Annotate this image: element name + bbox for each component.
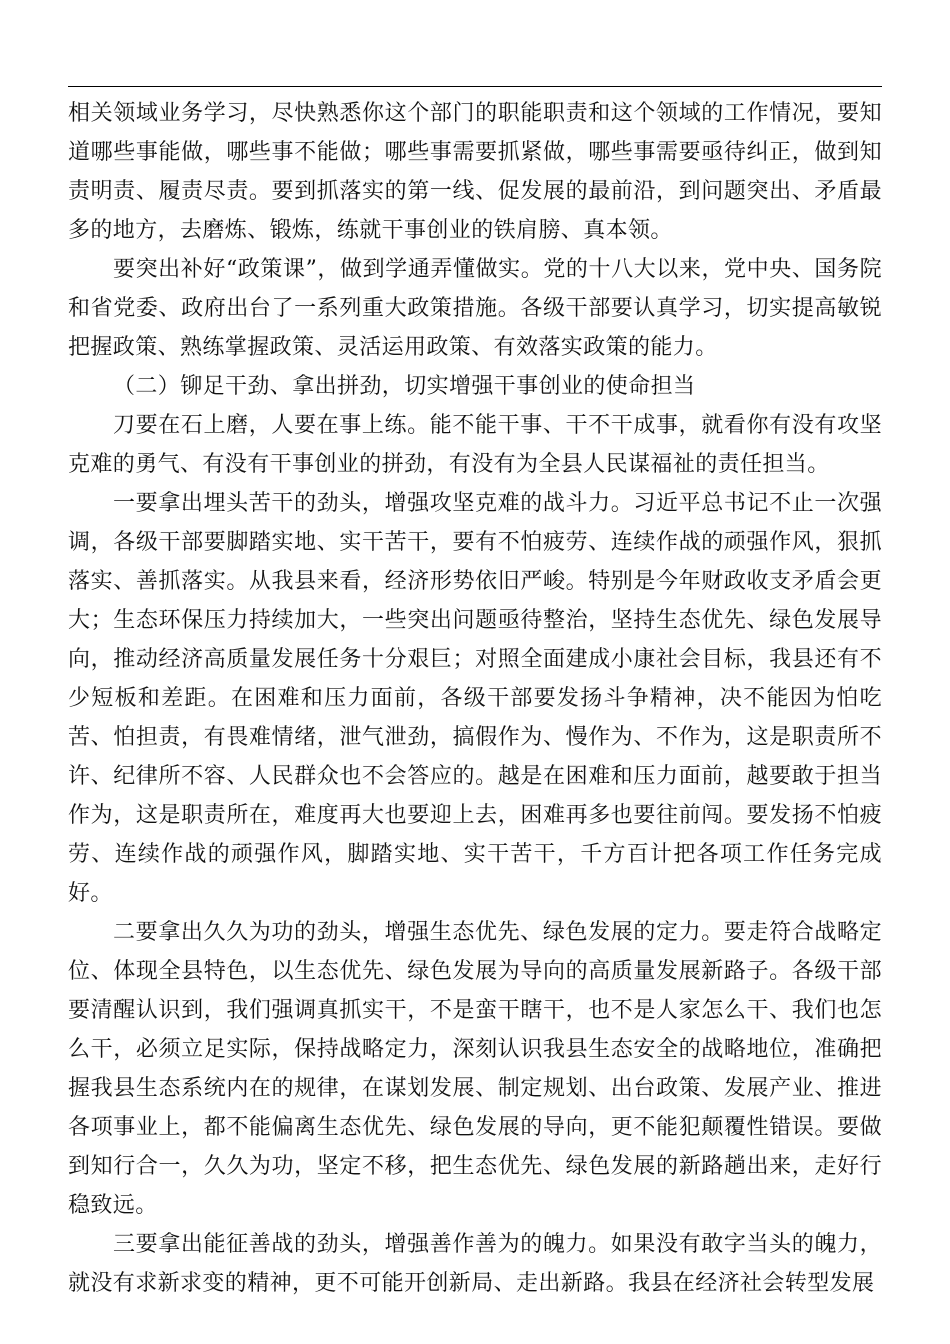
paragraph-continuation: 相关领域业务学习，尽快熟悉你这个部门的职能职责和这个领域的工作情况，要知道哪些事能做，哪些事不能做；哪些事需要抓紧做，哪些事需要亟待纠正，做到知责明责、履责尽责。要到抓落实的第一线、促发展的最前沿，到问题突出、矛盾最多的地方，去磨炼、锻炼，练就干事创业的铁肩膀、真本领。 — [68, 101, 882, 243]
paragraph-point-2: 二要拿出久久为功的劲头，增强生态优先、绿色发展的定力。要走符合战略定位、体现全县特色，以生态优先、绿色发展为导向的高质量发展新路子。各级干部要清醒认识到，我们强调真抓实干，不是蛮干瞎干，也不是人家怎么干、我们也怎么干，必须立足实际，保持战略定力，深刻认识我县生态安全的战略地位，准确把握我县生态系统内在的规律，在谋划发展、制定规划、出台政策、发展产业、推进各项事业上，都不能偏离生态优先、绿色发展的导向，更不能犯颠覆性错误。要做到知行合一，久久为功，坚定不移，把生态优先、绿色发展的新路趟出来，走好行稳致远。 — [68, 920, 882, 1218]
document-body — [68, 94, 882, 1303]
section-heading-2: （二）铆足干劲、拿出拼劲，切实增强干事创业的使命担当 — [113, 374, 696, 399]
paragraph-point-3: 三要拿出能征善战的劲头，增强善作善为的魄力。如果没有敢字当头的魄力，就没有求新求变的精神，更不可能开创新局、走出新路。我县在经济社会转型发展 — [68, 1232, 882, 1296]
paragraph-intro-responsibility: 刀要在石上磨，人要在事上练。能不能干事、干不干成事，就看你有没有攻坚克难的勇气、有没有干事创业的拼劲，有没有为全县人民谋福祉的责任担当。 — [68, 413, 882, 477]
paragraph-point-1: 一要拿出埋头苦干的劲头，增强攻坚克难的战斗力。习近平总书记不止一次强调，各级干部要脚踏实地、实干苦干，要有不怕疲劳、连续作战的顽强作风，狠抓落实、善抓落实。从我县来看，经济形势依旧严峻。特别是今年财政收支矛盾会更大；生态环保压力持续加大，一些突出问题亟待整治，坚持生态优先、绿色发展导向，推动经济高质量发展任务十分艰巨；对照全面建成小康社会目标，我县还有不少短板和差距。在困难和压力面前，各级干部要发扬斗争精神，决不能因为怕吃苦、怕担责，有畏难情绪，泄气泄劲，搞假作为、慢作为、不作为，这是职责所不许、纪律所不容、人民群众也不会答应的。越是在困难和压力面前，越要敢于担当作为，这是职责所在，难度再大也要迎上去，困难再多也要往前闯。要发扬不怕疲劳、连续作战的顽强作风，脚踏实地、实干苦干，千方百计把各项工作任务完成好。 — [68, 491, 882, 906]
paragraph-policy-course: 要突出补好“政策课”，做到学通弄懂做实。党的十八大以来，党中央、国务院和省党委、政府出台了一系列重大政策措施。各级干部要认真学习，切实提高敏锐把握政策、熟练掌握政策、灵活运用政策、有效落实政策的能力。 — [68, 257, 882, 360]
header-rule — [68, 86, 882, 87]
